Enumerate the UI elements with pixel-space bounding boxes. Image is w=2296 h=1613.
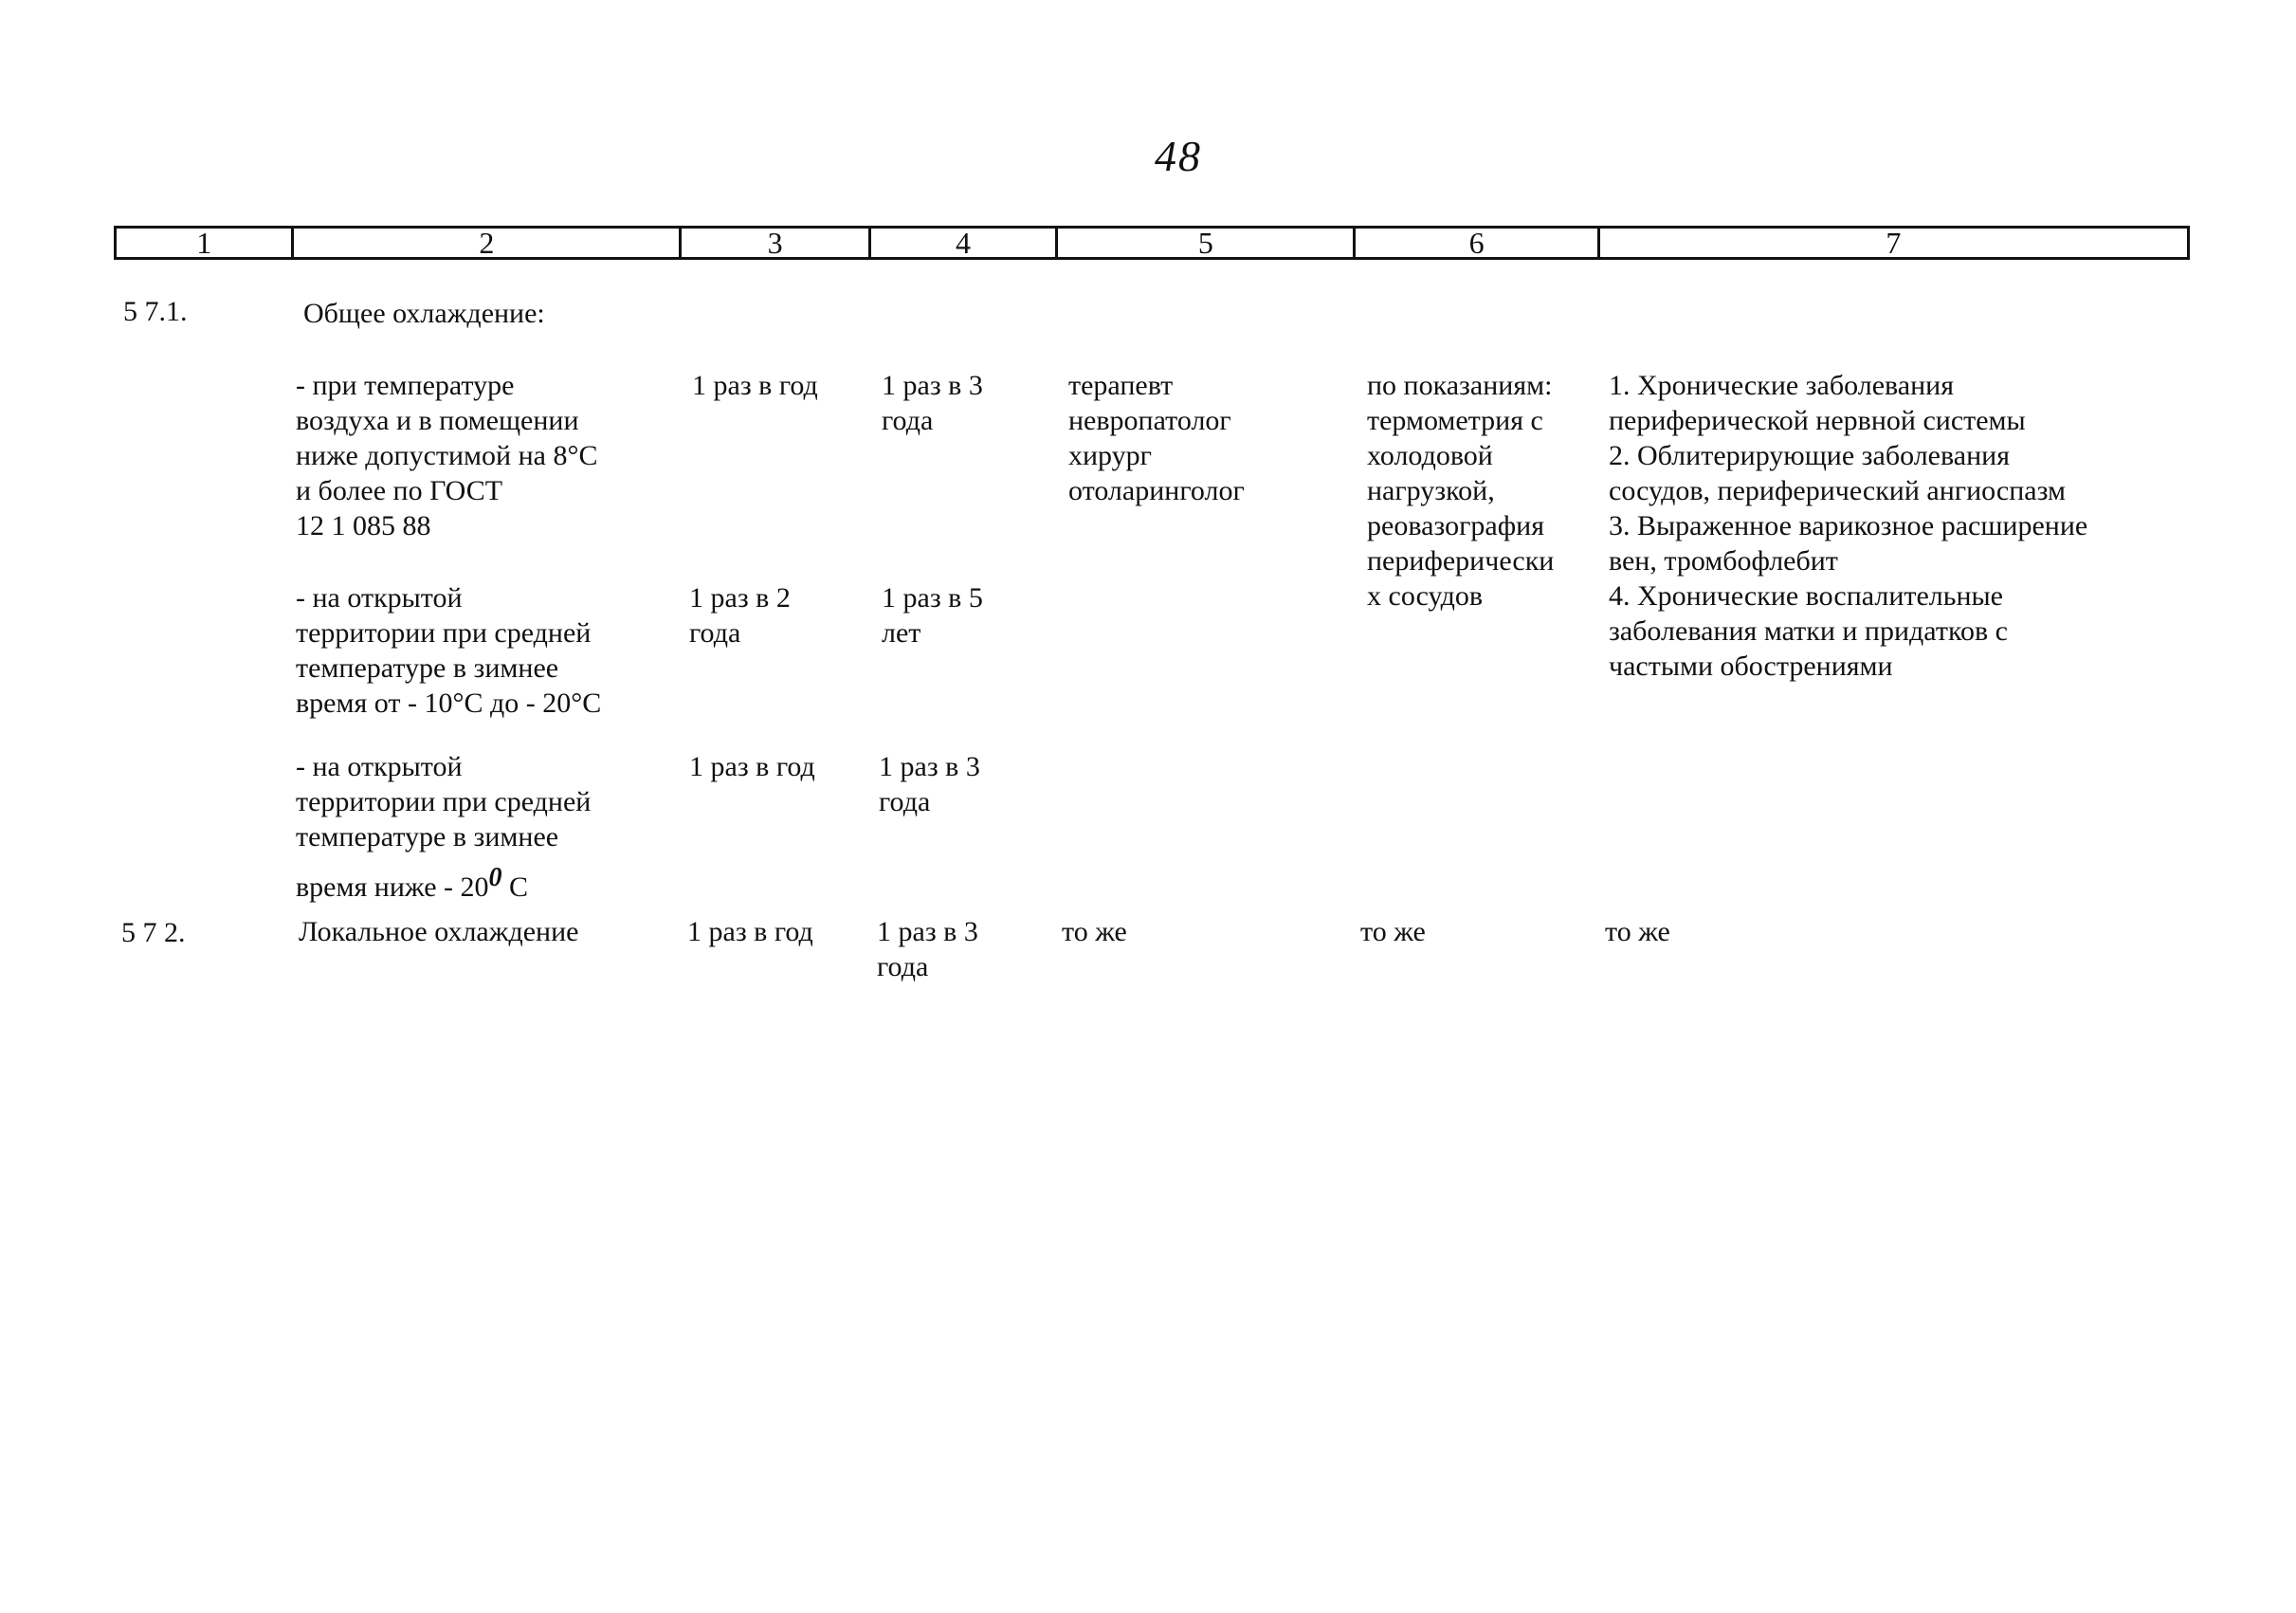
text-fragment: время ниже - 20 — [296, 871, 489, 903]
text-line: 1 раз в 3 — [879, 751, 980, 782]
text-line: температуре в зимнее — [296, 821, 559, 852]
text-fragment: С — [509, 871, 529, 903]
text-line: и более по ГОСТ — [296, 475, 503, 506]
text-line: 1 раз в год — [689, 751, 815, 782]
text-line: х сосудов — [1367, 580, 1484, 612]
text-line: невропатолог — [1068, 405, 1231, 436]
column-header-5: 5 — [1058, 229, 1356, 257]
text-line: 1 раз в год — [687, 916, 813, 947]
frequency-cell — [877, 914, 978, 984]
text-line: периферически — [1367, 545, 1555, 577]
text-line: сосудов, периферический ангиоспазм — [1609, 475, 2066, 506]
text-line: заболевания матки и придатков с — [1609, 615, 2008, 647]
text-line: время от - 10°С до - 20°С — [296, 687, 602, 719]
text-line: ниже допустимой на 8°С — [296, 440, 598, 471]
text-line: отоларинголог — [1068, 475, 1245, 506]
text-line: 1 раз в 5 — [882, 582, 983, 614]
text-line: реовазография — [1367, 510, 1544, 541]
examinations-cell — [1367, 368, 1554, 614]
text-line: терапевт — [1068, 370, 1174, 401]
frequency-cell — [692, 368, 818, 403]
examinations-cell: то же — [1360, 916, 1426, 947]
text-line: года — [879, 786, 931, 817]
text-line: 1 раз в 2 — [689, 582, 791, 614]
frequency-cell — [882, 580, 983, 651]
column-header-row — [114, 226, 2190, 260]
text-line: года — [882, 405, 934, 436]
text-line: нагрузкой, — [1367, 475, 1495, 506]
text-line: периферической нервной системы — [1609, 405, 2026, 436]
text-line: 12 1 085 88 — [296, 510, 431, 541]
text-line: 3. Выраженное варикозное расширение — [1609, 510, 2088, 541]
specialists-cell — [1068, 368, 1245, 508]
text-line: - при температуре — [296, 370, 515, 401]
column-header-1: 1 — [117, 229, 294, 257]
text-line: года — [877, 951, 929, 982]
contraindications-cell: то же — [1605, 916, 1670, 947]
text-line: по показаниям: — [1367, 370, 1553, 401]
text-line: - на открытой — [296, 751, 463, 782]
frequency-cell — [879, 749, 980, 819]
column-header-2: 2 — [294, 229, 682, 257]
row-number: 5 7.1. — [123, 296, 188, 327]
text-line: 1 раз в год — [692, 370, 818, 401]
text-line: вен, тромбофлебит — [1609, 545, 1838, 577]
text-line: хирург — [1068, 440, 1152, 471]
text-line: температуре в зимнее — [296, 652, 559, 684]
condition-cell — [296, 368, 597, 543]
column-header-3: 3 — [682, 229, 870, 257]
text-line: воздуха и в помещении — [296, 405, 579, 436]
frequency-cell — [689, 749, 815, 784]
text-line: 1 раз в 3 — [882, 370, 983, 401]
text-line: холодовой — [1367, 440, 1493, 471]
text-line: - на открытой — [296, 582, 463, 614]
text-line: года — [689, 617, 741, 649]
text-line: лет — [882, 617, 921, 649]
row-title: Общее охлаждение: — [303, 298, 545, 329]
contraindications-cell — [1609, 368, 2087, 684]
frequency-cell — [689, 580, 791, 651]
text-line — [296, 860, 591, 905]
text-line: территории при средней — [296, 617, 592, 649]
frequency-cell — [882, 368, 983, 438]
frequency-cell — [687, 914, 813, 949]
text-line: 1 раз в 3 — [877, 916, 978, 947]
text-line: 2. Облитерирующие заболевания — [1609, 440, 2010, 471]
column-header-6: 6 — [1356, 229, 1599, 257]
specialists-cell: то же — [1062, 916, 1127, 947]
text-line: 1. Хронические заболевания — [1609, 370, 1954, 401]
degree-mark: 0 — [488, 863, 502, 892]
column-header-4: 4 — [871, 229, 1058, 257]
row-title: Локальное охлаждение — [299, 916, 579, 947]
text-line: частыми обострениями — [1609, 651, 1893, 682]
page-number: 48 — [1155, 132, 1202, 180]
text-line: термометрия с — [1367, 405, 1543, 436]
text-line: территории при средней — [296, 786, 592, 817]
column-header-7: 7 — [1886, 225, 1902, 260]
condition-cell — [296, 749, 591, 905]
row-number: 5 7 2. — [121, 917, 186, 948]
condition-cell — [296, 580, 601, 721]
text-line: 4. Хронические воспалительные — [1609, 580, 2003, 612]
